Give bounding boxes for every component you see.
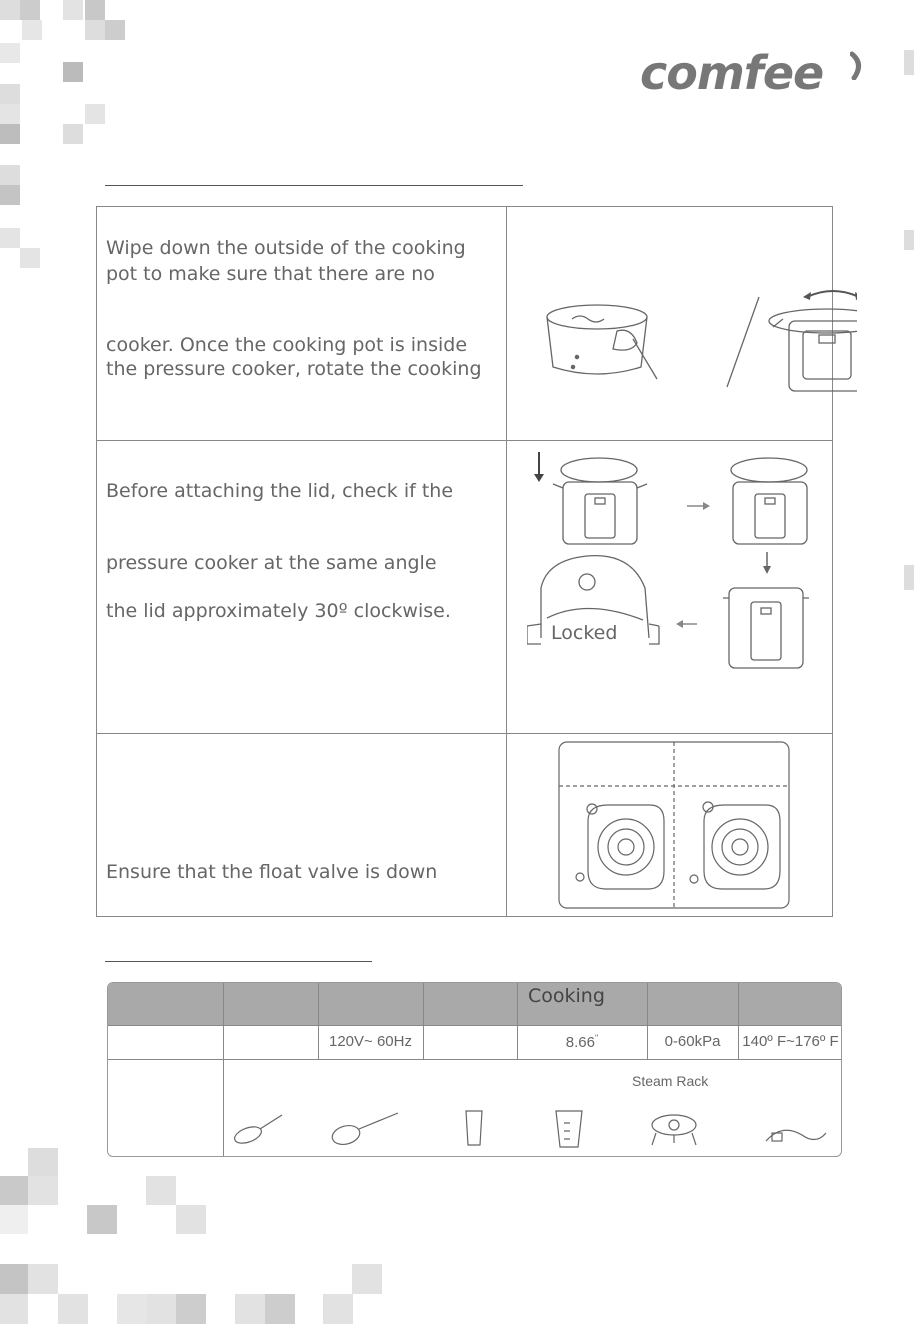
spec-pressure-value: 0-60kPa [664, 1033, 721, 1050]
wipe-pot-and-insert-illustration [537, 279, 857, 399]
step2-text-line: pressure cooker at the same angle [106, 552, 437, 574]
specifications-table [107, 982, 842, 1157]
row-divider [108, 1059, 841, 1060]
step-row-1 [97, 207, 832, 441]
steam-rack-icon [652, 1115, 696, 1145]
col-divider [223, 983, 224, 1157]
section-rule-top [105, 185, 523, 186]
measuring-cup-icon [556, 1111, 582, 1147]
step1-text-line: cooker. Once the cooking pot is inside [106, 334, 468, 356]
spec-capacity-value [517, 1033, 647, 1051]
locked-label: Locked [551, 622, 618, 644]
rice-paddle-icon [232, 1115, 282, 1146]
column-divider [506, 207, 507, 440]
spec-header-row [108, 983, 841, 1025]
spec-header-cooking: Cooking [528, 985, 605, 1007]
spec-keep-warm-value: 140º F~176º F [742, 1033, 839, 1050]
column-divider [506, 733, 507, 916]
logo-swoosh-icon [850, 50, 866, 80]
accessory-steam-rack-label: Steam Rack [632, 1073, 709, 1089]
spec-voltage-value: 120V~ 60Hz [329, 1033, 412, 1050]
step1-text-line: the pressure cooker, rotate the cooking [106, 358, 482, 380]
step-row-2 [97, 440, 832, 734]
step1-text-line: Wipe down the outside of the cooking [106, 237, 466, 259]
column-divider [506, 440, 507, 733]
spec-capacity-number: 8.66 [565, 1034, 595, 1051]
col-divider [423, 983, 424, 1059]
step2-text-line: the lid approximately 30º clockwise. [106, 600, 451, 622]
section-rule-specs [105, 961, 372, 962]
row-divider [108, 1025, 841, 1026]
condensation-cup-icon [466, 1111, 482, 1145]
brand-logo-text: comfee [640, 46, 824, 100]
spec-capacity-mark: " [595, 1033, 599, 1043]
float-valve-comparison-illustration [558, 741, 790, 911]
step2-text-line: Before attaching the lid, check if the [106, 480, 454, 502]
accessories-illustration [226, 1103, 836, 1153]
step3-text-line: Ensure that the float valve is down [106, 861, 438, 883]
soup-ladle-icon [330, 1113, 398, 1147]
brand-logo [640, 46, 823, 100]
step1-text-line: pot to make sure that there are no [106, 263, 435, 285]
step-row-3 [97, 733, 832, 916]
power-cord-icon [766, 1130, 826, 1141]
installation-steps-table [96, 206, 833, 917]
